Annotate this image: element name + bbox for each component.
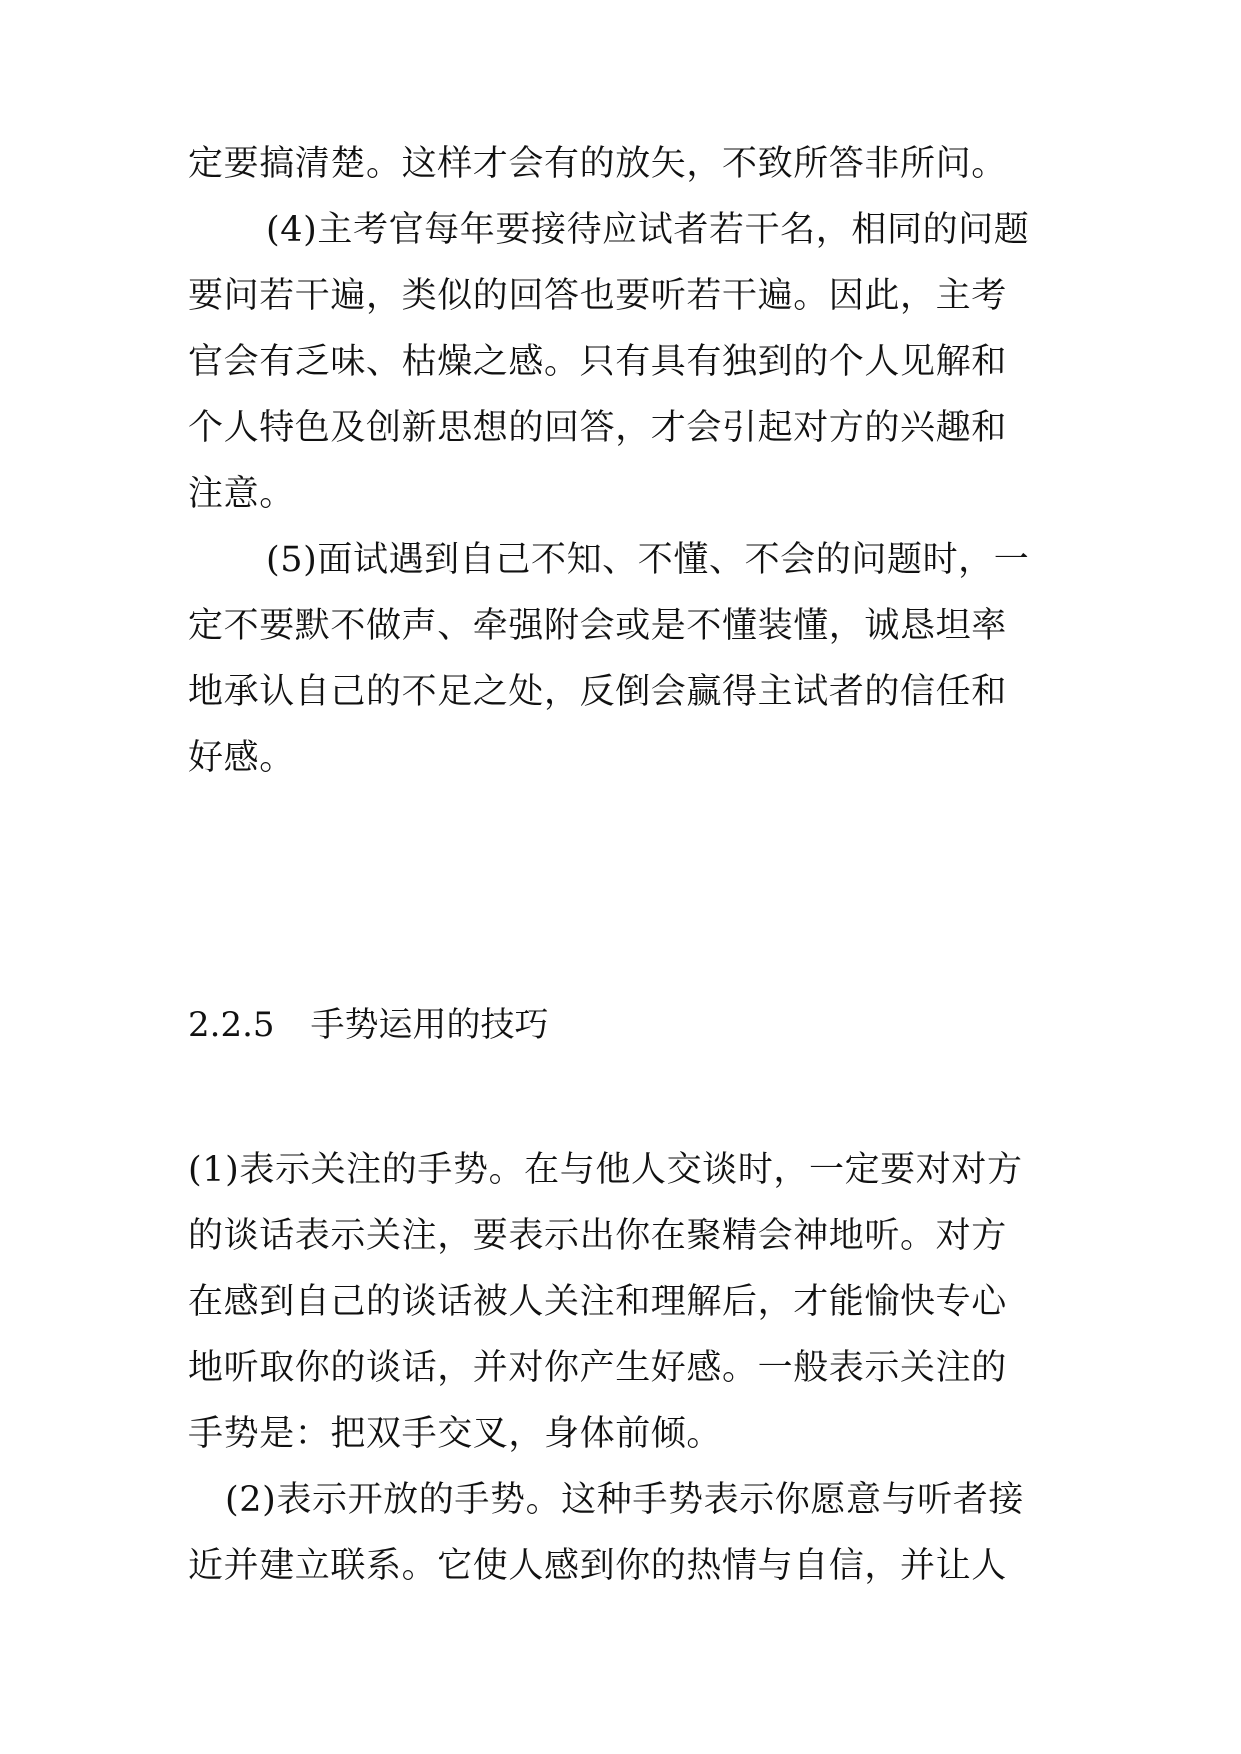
text-line: (1)表示关注的手势。在与他人交谈时，一定要对对方: [188, 1150, 1023, 1190]
text-line: 手势是：把双手交叉，身体前倾。: [188, 1414, 723, 1454]
text-line: 地承认自己的不足之处，反倒会赢得主试者的信任和: [188, 672, 1007, 712]
text-line: 近并建立联系。它使人感到你的热情与自信，并让人: [188, 1546, 1007, 1586]
text-line: (2)表示开放的手势。这种手势表示你愿意与听者接: [225, 1480, 1024, 1520]
text-line: 在感到自己的谈话被人关注和理解后，才能愉快专心: [188, 1282, 1007, 1322]
text-line: 要问若干遍，类似的回答也要听若干遍。因此，主考: [188, 276, 1007, 316]
paragraph-5: [188, 527, 1058, 791]
text-line: 好感。: [188, 738, 295, 778]
paragraph-continuation: [188, 131, 1058, 197]
item-1: [188, 1137, 1058, 1467]
item-2: [188, 1467, 1058, 1599]
text-line: (5)面试遇到自己不知、不懂、不会的问题时，一: [266, 540, 1030, 580]
text-line: 地听取你的谈话，并对你产生好感。一般表示关注的: [188, 1348, 1007, 1388]
text-line: 官会有乏味、枯燥之感。只有具有独到的个人见解和: [188, 342, 1007, 382]
text-line: 注意。: [188, 474, 295, 514]
text-line: 个人特色及创新思想的回答，才会引起对方的兴趣和: [188, 408, 1007, 448]
section-number: 2.2.5: [188, 1005, 275, 1045]
text-line: 定不要默不做声、牵强附会或是不懂装懂，诚恳坦率: [188, 606, 1007, 646]
text-line: 的谈话表示关注，要表示出你在聚精会神地听。对方: [188, 1216, 1007, 1256]
section-heading-line: [188, 992, 1058, 1058]
text-line: (4)主考官每年要接待应试者若干名，相同的问题: [266, 210, 1030, 250]
section-heading: [188, 992, 1058, 1058]
section-title: 手势运用的技巧: [310, 1005, 549, 1045]
paragraph-4: [188, 197, 1058, 527]
text-line: 定要搞清楚。这样才会有的放矢，不致所答非所问。: [188, 144, 1007, 184]
